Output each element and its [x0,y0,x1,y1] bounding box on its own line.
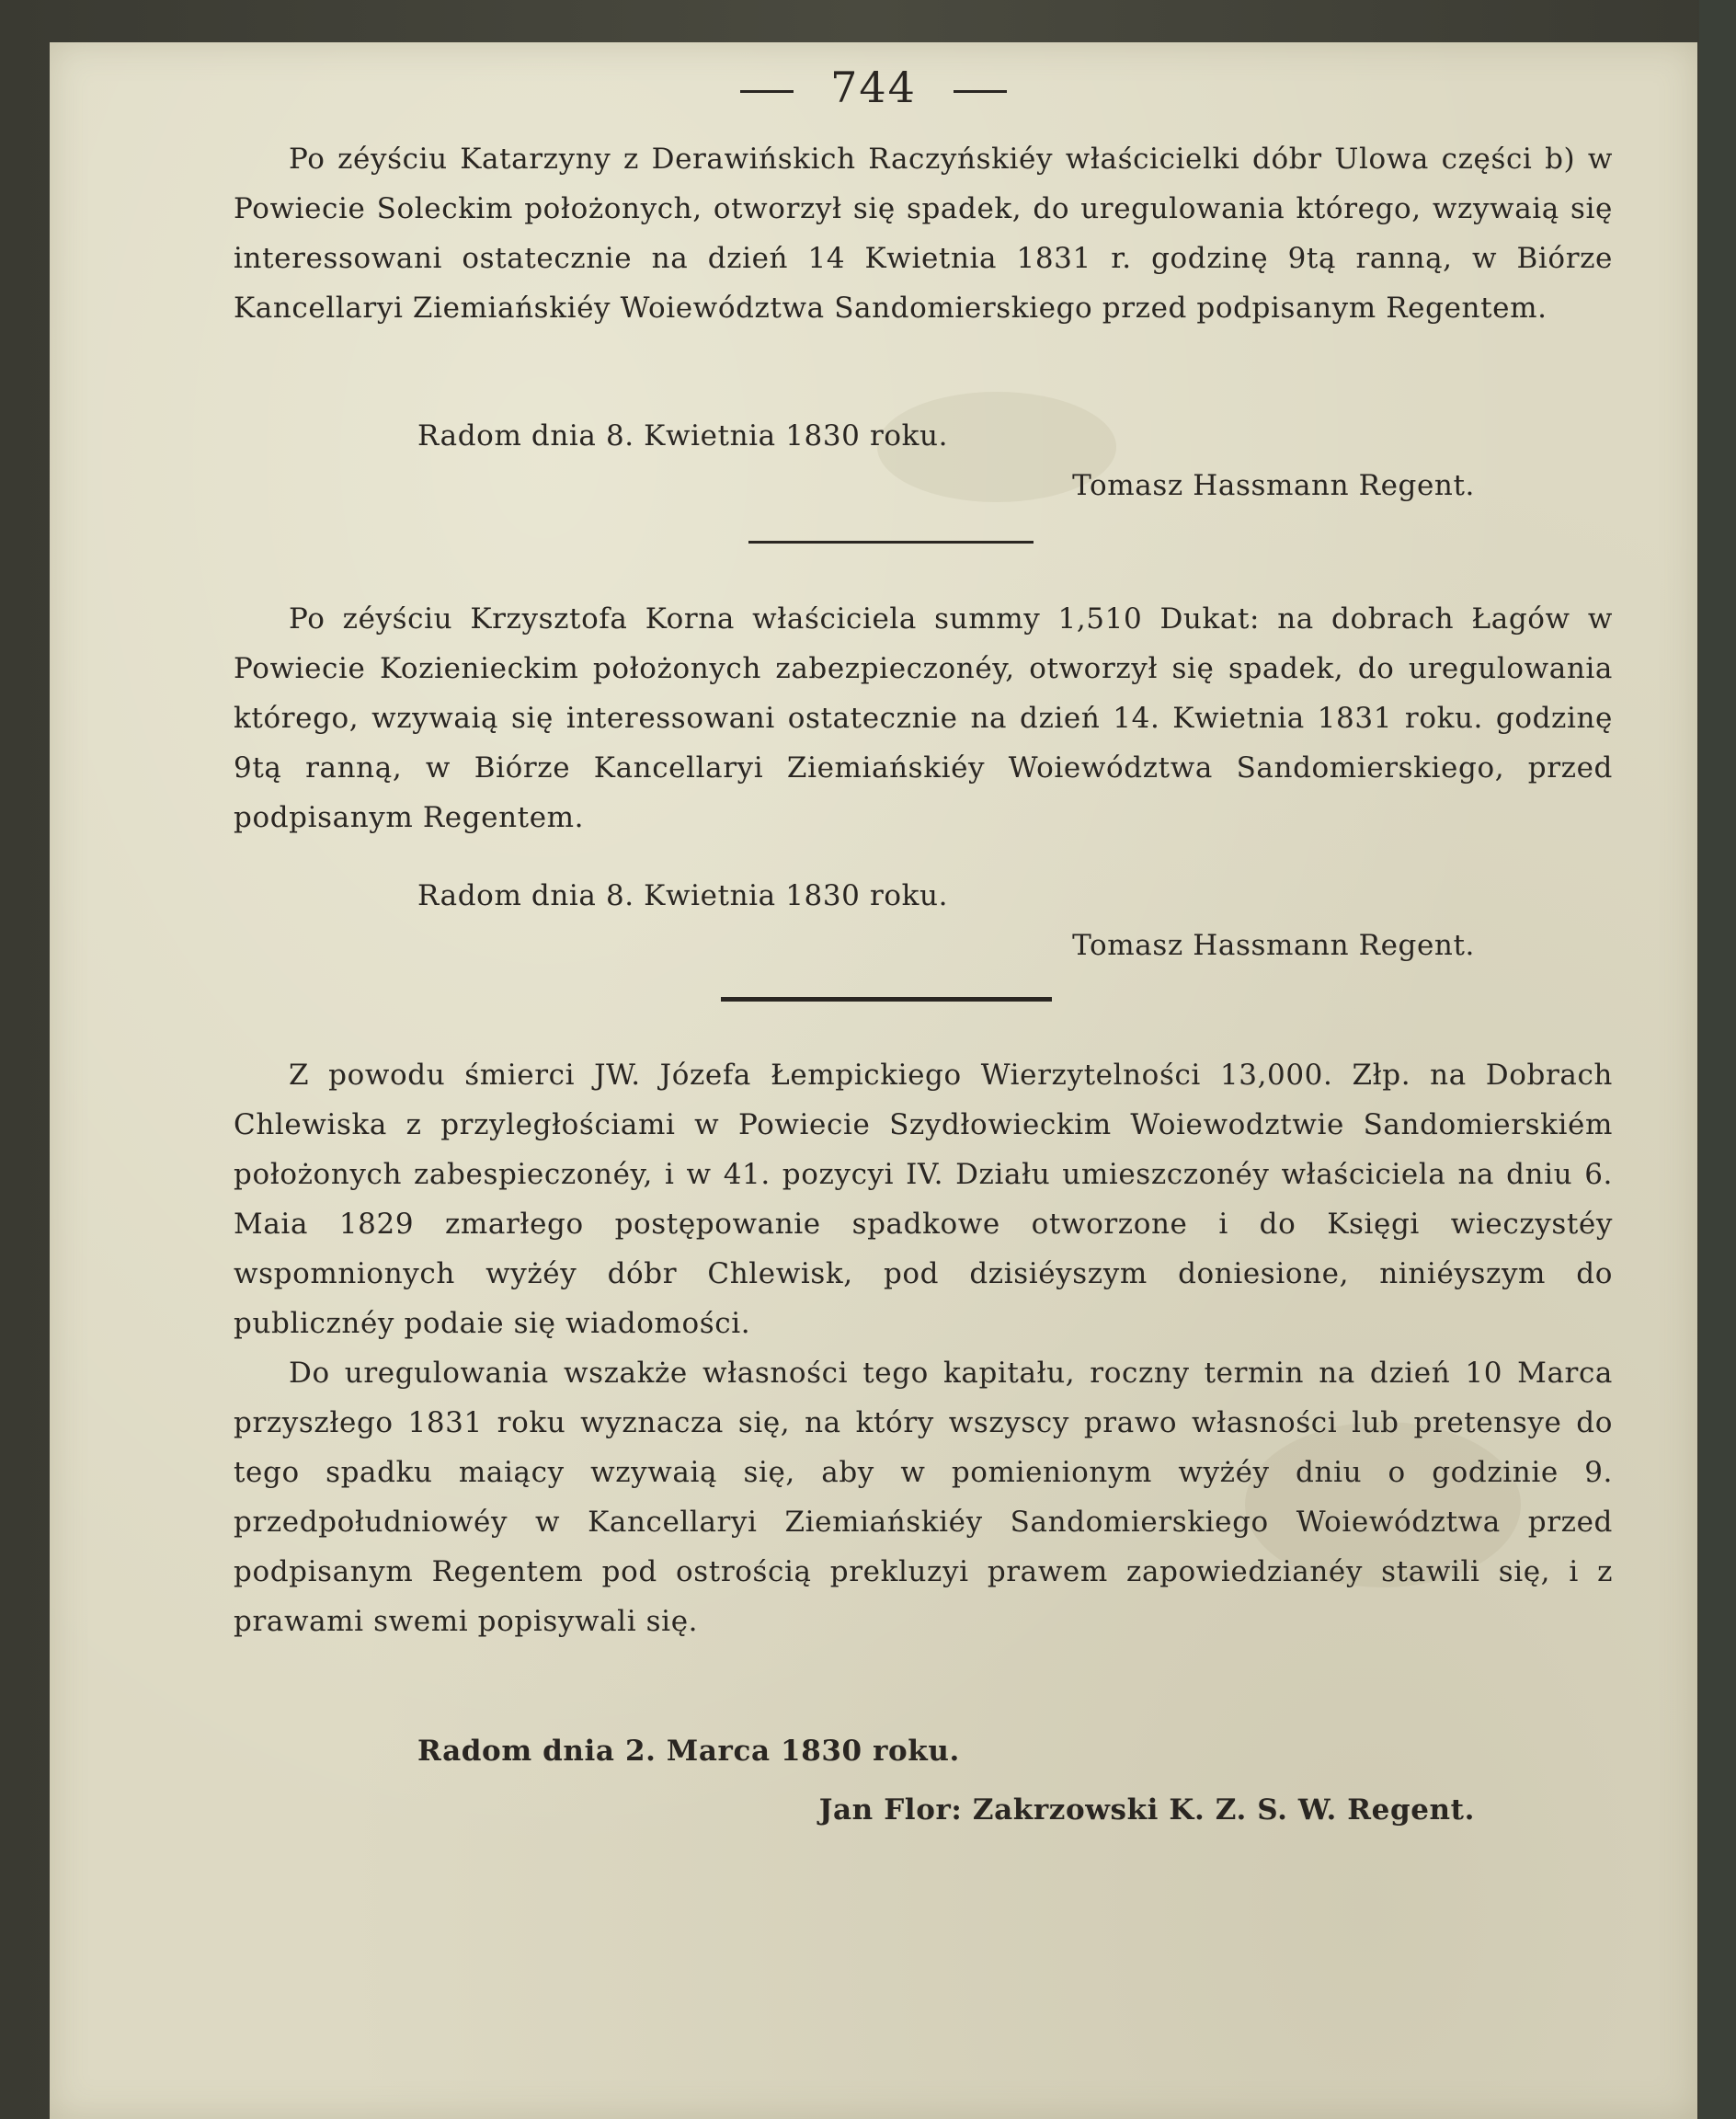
notice-1-text: Po zéyściu Katarzyny z Derawińskich Raczyńskiéy właścicielki dóbr Ulowa części b) w Powiecie Soleckim położonych, otworzył się spadek, do uregulowania którego, wzywaią się interessowani ostatecznie na dzień 14 Kwietnia 1831 r. godzinę 9tą ranną, w Biórze Kancellaryi Ziemiańskiéy Woiewództwa Sandomierskiego przed podpisanym Regentem. [234,143,1613,325]
notice-3-paragraph-1: Z powodu śmierci JW. Józefa Łempickiego Wierzytelności 13,000. Złp. na Dobrach Chlewiska z przyległościami w Powiecie Szydłowieckim Woiewodztwie Sandomierskiém położonych zabespieczonéy, i w 41. pozycyi IV. Działu umieszczonéy właściciela na dniu 6. Maia 1829 zmarłego postępowanie spadkowe otworzone i do Księgi wieczystéy wspomnionych wyżéy dóbr Chlewisk, pod dzisiéyszym doniesione, niniéyszym do publicznéy podaie się wiadomości. [234,1059,1613,1340]
scan-edge [1699,0,1736,2119]
notice-2-date: Radom dnia 8. Kwietnia 1830 roku. [417,879,949,912]
page-header [50,63,1697,112]
header-dash-left [740,90,794,93]
notice-3-signature: Jan Flor: Zakrzowski K. Z. S. W. Regent. [818,1793,1475,1827]
header-dash-right [954,90,1007,93]
notice-1-date: Radom dnia 8. Kwietnia 1830 roku. [417,419,949,452]
notice-1-signature: Tomasz Hassmann Regent. [1072,469,1475,502]
document-page [50,42,1697,2119]
divider-rule-thick [721,997,1052,1002]
notice-3-paragraph-2: Do uregulowania wszakże własności tego kapitału, roczny termin na dzień 10 Marca przyszłego 1831 roku wyznacza się, na który wszyscy prawo własności lub pretensye do tego spadku maiący wzywaią się, aby w pomienionym wyżéy dniu o godzinie 9. przedpołudniowéy w Kancellaryi Ziemiańskiéy Sandomierskiego Woiewództwa przed podpisanym Regentem pod ostrością prekluzyi prawem zapowiedzianéy stawili się, i z prawami swemi popisywali się. [234,1357,1613,1638]
page-number: 744 [830,63,917,112]
notice-3 [234,1050,1613,1646]
notice-1 [234,134,1613,333]
notice-3-date: Radom dnia 2. Marca 1830 roku. [417,1735,960,1768]
notice-2 [234,594,1613,842]
divider-rule [748,541,1034,544]
notice-2-text: Po zéyściu Krzysztofa Korna właściciela summy 1,510 Dukat: na dobrach Łagów w Powiecie Kozienieckim położonych zabezpieczonéy, otworzył się spadek, do uregulowania którego, wzywaią się interessowani ostatecznie na dzień 14. Kwietnia 1831 roku. godzinę 9tą ranną, w Biórze Kancellaryi Ziemiańskiéy Woiewództwa Sandomierskiego, przed podpisanym Regentem. [234,602,1613,834]
notice-2-signature: Tomasz Hassmann Regent. [1072,929,1475,962]
